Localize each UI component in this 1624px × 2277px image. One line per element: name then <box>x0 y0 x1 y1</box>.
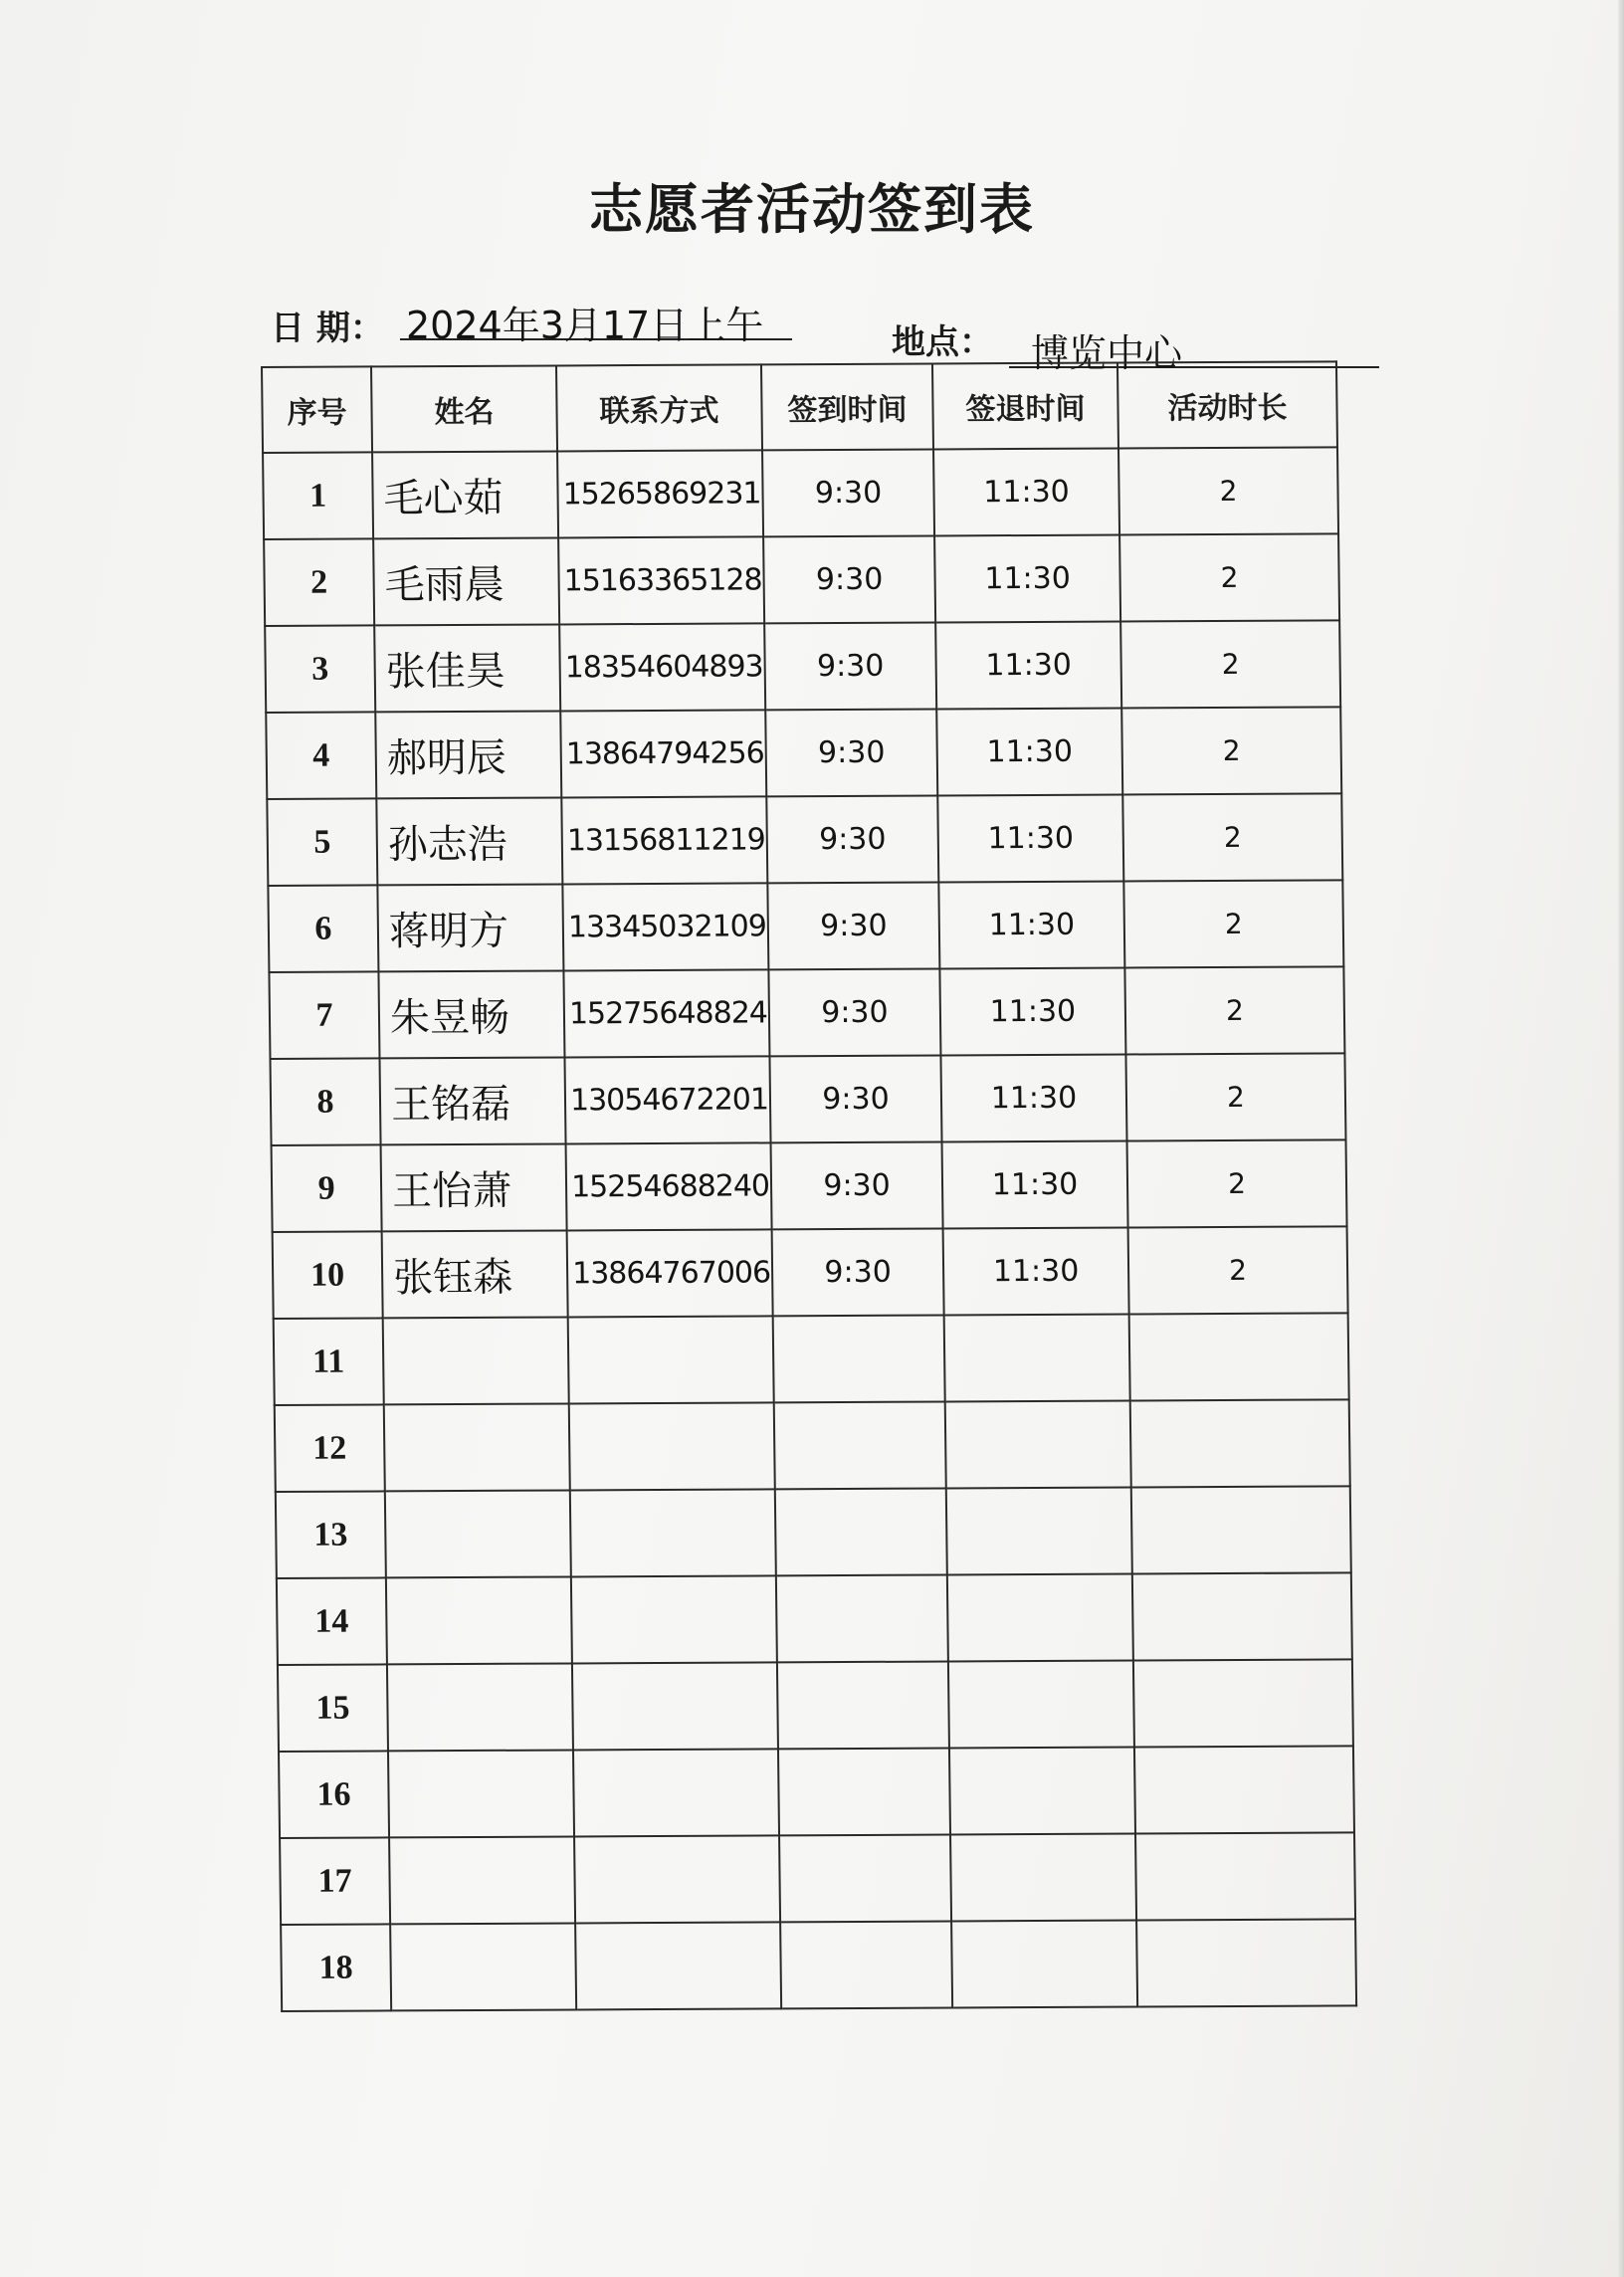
duration-cell <box>1134 1746 1354 1833</box>
row-index: 9 <box>272 1144 382 1232</box>
duration-cell: 2 <box>1120 620 1340 708</box>
duration-cell <box>1133 1659 1353 1747</box>
phone-cell: 15254688240 <box>566 1142 772 1230</box>
sign-in-cell: 9:30 <box>768 968 940 1056</box>
sign-in-cell: 9:30 <box>769 1055 941 1142</box>
header-index: 序号 <box>262 366 372 453</box>
phone-cell <box>570 1489 776 1576</box>
row-index: 12 <box>275 1404 385 1492</box>
duration-cell: 2 <box>1124 966 1344 1054</box>
sign-in-cell: 9:30 <box>766 795 938 883</box>
name-cell <box>383 1317 569 1404</box>
table-row <box>279 1746 1354 1838</box>
phone-cell: 13345032109 <box>562 883 768 970</box>
sign-out-cell: 11:30 <box>934 534 1120 622</box>
sign-in-cell <box>775 1488 947 1575</box>
name-cell: 孙志浩 <box>376 797 562 885</box>
header-contact: 联系方式 <box>556 364 762 451</box>
table-row <box>281 1919 1356 2011</box>
phone-cell: 13054672201 <box>564 1056 770 1143</box>
table-row <box>267 793 1342 886</box>
header-sign-in-time: 签到时间 <box>761 363 933 450</box>
phone-cell: 15275648824 <box>563 969 769 1057</box>
location-value: 博览中心 <box>1031 331 1183 375</box>
name-cell: 郝明辰 <box>375 711 561 798</box>
phone-cell: 15163365128 <box>558 536 764 624</box>
sign-out-cell <box>944 1315 1130 1402</box>
duration-cell: 2 <box>1118 447 1338 534</box>
name-cell: 王铭磊 <box>379 1057 565 1144</box>
row-index: 10 <box>273 1231 383 1319</box>
sign-out-cell: 11:30 <box>936 708 1122 795</box>
table-row <box>271 1053 1346 1145</box>
table-row <box>276 1486 1351 1578</box>
date-label: 日 期： <box>271 309 384 348</box>
sign-out-cell: 11:30 <box>939 967 1125 1055</box>
sign-in-cell <box>780 1921 952 2008</box>
sign-out-cell <box>949 1748 1135 1835</box>
sign-out-cell <box>947 1574 1133 1662</box>
table-row <box>272 1139 1347 1232</box>
sign-out-cell: 11:30 <box>935 621 1121 709</box>
row-index: 17 <box>280 1837 390 1925</box>
sign-in-cell: 9:30 <box>767 882 939 969</box>
table-row <box>269 966 1344 1059</box>
sign-out-cell: 11:30 <box>938 881 1124 968</box>
sign-out-cell <box>945 1401 1131 1489</box>
row-index: 11 <box>274 1318 384 1405</box>
name-cell: 朱昱畅 <box>378 970 564 1058</box>
sign-out-cell <box>946 1488 1132 1575</box>
table-row <box>264 533 1339 626</box>
sign-in-cell <box>773 1315 945 1402</box>
duration-cell <box>1129 1313 1349 1400</box>
sign-out-cell: 11:30 <box>933 448 1119 535</box>
table-row <box>266 707 1341 799</box>
phone-cell: 18354604893 <box>559 623 765 711</box>
row-index: 5 <box>267 798 377 886</box>
table-row <box>274 1313 1349 1405</box>
phone-cell <box>571 1575 777 1663</box>
name-cell: 蒋明方 <box>377 884 563 971</box>
sign-in-cell: 9:30 <box>763 535 935 623</box>
sign-in-cell <box>779 1834 951 1922</box>
date-value: 2024年3月17日上午 <box>406 304 764 347</box>
sign-out-cell: 11:30 <box>942 1141 1128 1229</box>
phone-cell <box>569 1402 775 1490</box>
table-row <box>268 880 1343 972</box>
phone-cell <box>568 1316 774 1403</box>
name-cell: 毛雨晨 <box>373 537 559 625</box>
sign-out-cell <box>950 1834 1136 1922</box>
table-row <box>273 1226 1348 1319</box>
name-cell: 张佳昊 <box>374 624 560 712</box>
date-field <box>400 299 792 347</box>
phone-cell: 15265869231 <box>557 450 763 537</box>
row-index: 13 <box>276 1491 386 1578</box>
duration-cell <box>1136 1919 1356 2006</box>
sign-in-cell <box>777 1661 949 1749</box>
row-index: 2 <box>264 538 374 626</box>
row-index: 8 <box>271 1058 381 1145</box>
sign-in-cell: 9:30 <box>762 449 934 536</box>
table-row <box>263 447 1338 539</box>
signin-table-wrapper <box>261 360 1355 2012</box>
duration-cell <box>1132 1572 1352 1660</box>
sign-in-cell <box>776 1574 948 1662</box>
row-index: 1 <box>263 452 373 539</box>
signin-table <box>261 360 1357 2012</box>
sign-out-cell: 11:30 <box>940 1054 1126 1141</box>
name-cell <box>390 1923 576 2010</box>
sign-in-cell: 9:30 <box>771 1141 943 1229</box>
row-index: 4 <box>266 712 376 799</box>
row-index: 6 <box>268 885 378 972</box>
sign-in-cell <box>778 1748 950 1835</box>
table-row <box>277 1572 1352 1665</box>
phone-cell <box>574 1835 780 1923</box>
name-cell: 王怡萧 <box>381 1143 567 1231</box>
row-index: 7 <box>269 971 379 1059</box>
duration-cell <box>1131 1486 1351 1573</box>
row-index: 16 <box>279 1751 389 1838</box>
header-duration: 活动时长 <box>1117 361 1337 448</box>
row-index: 14 <box>277 1577 387 1665</box>
sign-out-cell: 11:30 <box>937 794 1123 882</box>
duration-cell: 2 <box>1125 1053 1345 1140</box>
phone-cell: 13156811219 <box>561 796 767 884</box>
sign-in-cell: 9:30 <box>765 709 937 796</box>
table-row <box>265 620 1340 713</box>
phone-cell <box>575 1922 781 2009</box>
name-cell <box>386 1576 572 1664</box>
duration-cell: 2 <box>1122 793 1342 881</box>
sign-out-cell <box>948 1661 1134 1749</box>
row-index: 15 <box>278 1664 388 1752</box>
name-cell <box>385 1490 571 1577</box>
header-sign-out-time: 签退时间 <box>932 362 1118 449</box>
table-row <box>275 1399 1350 1492</box>
sign-in-cell: 9:30 <box>764 622 936 710</box>
sign-out-cell <box>951 1921 1137 2008</box>
page-title: 志愿者活动签到表 <box>589 177 1035 241</box>
duration-cell: 2 <box>1119 533 1339 621</box>
table-header-row <box>262 361 1337 453</box>
duration-cell: 2 <box>1123 880 1343 967</box>
phone-cell: 13864794256 <box>560 710 766 797</box>
row-index: 18 <box>281 1924 391 2011</box>
name-cell <box>388 1750 574 1837</box>
location-label: 地点： <box>892 322 993 362</box>
phone-cell <box>573 1749 779 1836</box>
table-row <box>280 1832 1355 1925</box>
table-body <box>263 447 1356 2011</box>
duration-cell <box>1130 1399 1350 1487</box>
name-cell: 张钰森 <box>382 1230 568 1318</box>
duration-cell: 2 <box>1121 707 1341 794</box>
sign-in-cell <box>774 1401 946 1489</box>
name-cell <box>389 1836 575 1924</box>
phone-cell: 13864767006 <box>567 1229 773 1317</box>
duration-cell: 2 <box>1127 1139 1347 1227</box>
sign-in-cell: 9:30 <box>772 1228 944 1316</box>
row-index: 3 <box>265 625 375 713</box>
sign-out-cell: 11:30 <box>943 1228 1129 1316</box>
header-name: 姓名 <box>371 365 557 452</box>
phone-cell <box>572 1662 778 1750</box>
name-cell <box>384 1403 570 1491</box>
name-cell: 毛心茹 <box>372 451 558 538</box>
duration-cell: 2 <box>1128 1226 1348 1314</box>
table-row <box>278 1659 1353 1752</box>
duration-cell <box>1135 1832 1355 1920</box>
name-cell <box>387 1663 573 1751</box>
